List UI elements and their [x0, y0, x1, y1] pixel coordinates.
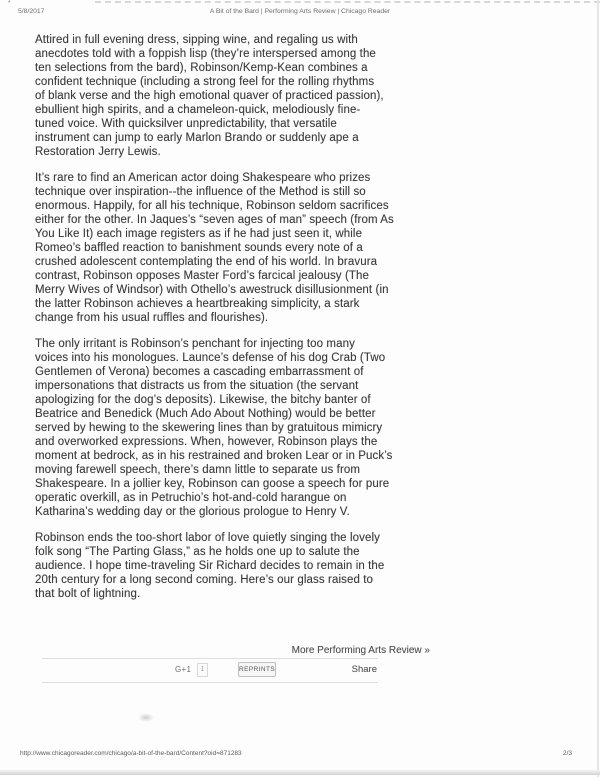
article-line: either for the other. In Jaques’s “seven ages of man” speech (from As [35, 214, 394, 226]
article-line: apologizing for the dog’s deposits). Likewise, the bitchy banter of [35, 394, 371, 406]
article-line: that bolt of lightning. [35, 588, 141, 600]
article-line: technique over inspiration--the influence of the Method is still so [35, 186, 366, 198]
article-line: Restoration Jerry Lewis. [35, 146, 161, 158]
article-line: voices into his monologues. Launce’s defense of his dog Crab (Two [35, 352, 386, 364]
article-line: instrument can jump to early Marlon Brando or suddenly ape a [35, 132, 359, 144]
scan-artifact-top-edge [95, 1, 600, 3]
scan-speck: * [8, 0, 11, 7]
article-line: 20th century for a long second coming. Here’s our glass raised to [35, 574, 374, 586]
article-line: ten selections from the bard), Robinson/Kemp-Kean combines a [35, 62, 368, 74]
article-line: folk song “The Parting Glass,” as he holds one up to salute the [35, 546, 360, 558]
article-line: ebullient high spirits, and a chameleon-quick, melodiously fine- [35, 104, 361, 116]
article-line: tuned voice. With quicksilver unpredictability, that versatile [35, 118, 337, 130]
article-body [35, 33, 450, 613]
article-paragraph [35, 171, 450, 325]
article-line: of blank verse and the high emotional quaver of practiced passion), [35, 90, 384, 102]
article-line: It’s rare to find an American actor doing Shakespeare who prizes [35, 172, 371, 184]
article-line: crushed adolescent contemplating the end of his world. In bravura [35, 256, 378, 268]
article-line: contrast, Robinson opposes Master Ford’s farcical jealousy (The [35, 270, 369, 282]
article-line: operatic overkill, as in Petruchio’s hot-and-cold harangue on [35, 492, 347, 504]
article-line: impersonations that distracts us from the situation (the servant [35, 380, 359, 392]
reprints-button[interactable]: REPRINTS [238, 662, 276, 677]
google-plus-one-button[interactable]: G+1 [175, 665, 192, 674]
print-header [0, 8, 600, 20]
article-line: confident technique (including a strong feel for the rolling rhythms [35, 76, 375, 88]
article-line: Merry Wives of Windsor) with Othello’s awestruck disillusionment (in [35, 284, 389, 296]
article-line: The only irritant is Robinson’s penchant for injecting too many [35, 338, 355, 350]
share-bar [42, 658, 378, 683]
article-line: and overworked expressions. When, however, Robinson plays the [35, 436, 378, 448]
page-edge-bottom [0, 770, 600, 775]
article-line: anecdotes told with a foppish lisp (they’re interspersed among the [35, 48, 376, 60]
article-line: Romeo’s baffled reaction to banishment sounds every note of a [35, 242, 363, 254]
page-edge-right [597, 0, 599, 777]
article-paragraph [35, 337, 450, 519]
article-line: served by hewing to the skewering lines than by gratuitous mimicry [35, 422, 383, 434]
article-line: Katharina’s wedding day or the glorious prologue to Henry V. [35, 506, 350, 518]
print-footer [20, 750, 572, 762]
article-line: Attired in full evening dress, sipping wine, and regaling us with [35, 34, 358, 46]
article-line: enormous. Happily, for all his technique, Robinson seldom sacrifices [35, 200, 389, 212]
article-line: change from his usual ruffles and flourishes). [35, 312, 269, 324]
article-line: Beatrice and Benedick (Much Ado About Nothing) would be better [35, 408, 376, 420]
scan-smudge [138, 713, 154, 722]
share-button[interactable]: Share [351, 664, 377, 675]
print-date: 5/8/2017 [18, 8, 45, 15]
more-link-row [35, 640, 430, 658]
article-line: You Like It) each image registers as if he had just seen it, while [35, 228, 363, 240]
print-title: A Bit of the Bard | Performing Arts Review | Chicago Reader [209, 8, 391, 15]
more-performing-arts-review-link[interactable]: More Performing Arts Review » [291, 645, 430, 656]
article-line: moment at bedrock, as in his restrained and broken Lear or in Puck’s [35, 450, 393, 462]
article-line: audience. I hope time-traveling Sir Richard decides to remain in the [35, 560, 385, 572]
article-paragraph [35, 531, 450, 601]
article-line: the latter Robinson achieves a heartbreaking simplicity, a stark [35, 298, 360, 310]
article-line: Shakespeare. In a jollier key, Robinson can goose a speech for pure [35, 478, 390, 490]
article-paragraph [35, 33, 450, 159]
article-line: Gentlemen of Verona) becomes a cascading embarrassment of [35, 366, 364, 378]
source-url: http://www.chicagoreader.com/chicago/a-bit-of-the-bard/Content?oid=871283 [20, 750, 242, 757]
article-line: Robinson ends the too-short labor of love quietly singing the lovely [35, 532, 380, 544]
google-plus-count-badge: 1 [197, 663, 208, 677]
page-number: 2/3 [562, 750, 572, 757]
article-line: moving farewell speech, there’s damn little to separate us from [35, 464, 361, 476]
